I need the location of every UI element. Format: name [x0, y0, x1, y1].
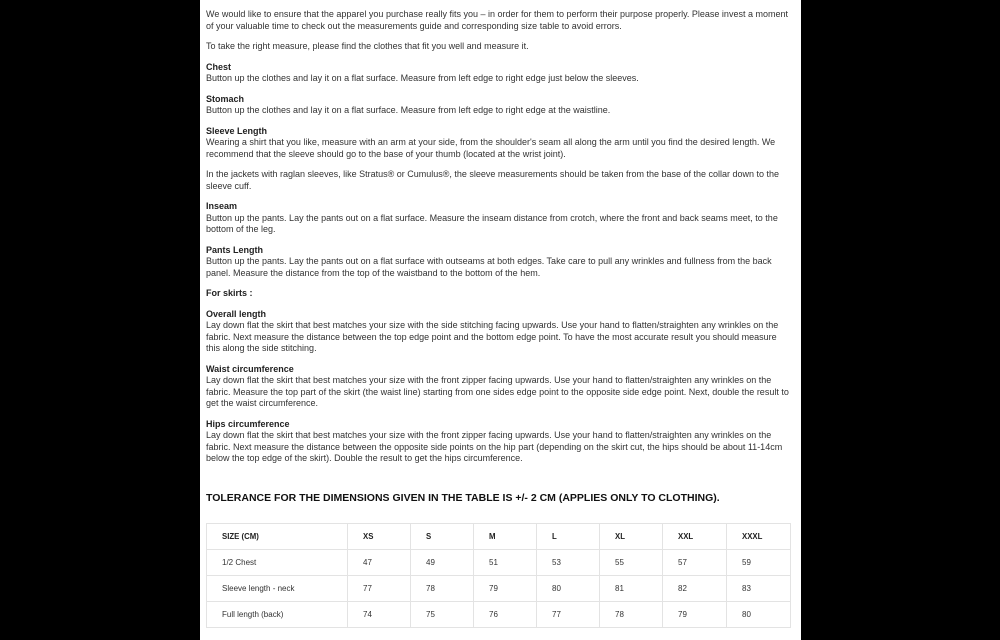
section-body-sleeve-length-raglan: In the jackets with raglan sleeves, like Stratus® or Cumulus®, the sleeve measurements should be taken from the base of the collar down to the sleeve cuff.	[206, 169, 780, 191]
section-heading-stomach: Stomach	[206, 93, 245, 104]
table-header-m: M	[474, 523, 537, 549]
section-chest	[206, 62, 790, 85]
table-cell: 78	[411, 575, 474, 601]
section-heading-waist-circumference: Waist circumference	[206, 363, 294, 374]
section-heading-for-skirts: For skirts :	[206, 288, 253, 298]
table-row-label: 1/2 Chest	[207, 549, 348, 575]
section-overall-length	[206, 309, 790, 355]
section-heading-hips-circumference: Hips circumference	[206, 418, 290, 429]
table-header-s: S	[411, 523, 474, 549]
table-row-label: Sleeve length - neck	[207, 575, 348, 601]
table-cell: 81	[600, 575, 663, 601]
tolerance-heading: TOLERANCE FOR THE DIMENSIONS GIVEN IN THE TABLE IS +/- 2 CM (APPLIES ONLY TO CLOTHING).	[206, 491, 720, 504]
table-cell: 80	[537, 575, 600, 601]
table-row-sleeve-length-neck	[207, 575, 791, 601]
table-cell: 82	[663, 575, 727, 601]
table-header-xxxl: XXXL	[727, 523, 791, 549]
table-header-row	[207, 523, 791, 549]
table-cell: 75	[411, 601, 474, 627]
size-guide-page	[200, 0, 801, 640]
table-row-full-length-back	[207, 601, 791, 627]
section-body-waist-circumference: Lay down flat the skirt that best matches your size with the front zipper facing upwards. Use your hand to flatten/straighten any wrinkles on the fabric. Measure the top part of the skirt (the waist line) starting from one sides edge point to the opposite side edge point. Next, double the result to get the waist circumference.	[206, 375, 789, 408]
section-heading-chest: Chest	[206, 61, 232, 72]
table-cell: 77	[348, 575, 411, 601]
table-cell: 59	[727, 549, 791, 575]
section-for-skirts	[206, 288, 790, 300]
table-header-xxl: XXL	[663, 523, 727, 549]
size-table	[206, 523, 791, 628]
section-body-pants-length: Button up the pants. Lay the pants out on a flat surface with outseams at both edges. Take care to pull any wrinkles and fullness from the back panel. Measure the distance from the top of the waistband to the bottom of the hem.	[206, 256, 772, 278]
table-header-xs: XS	[348, 523, 411, 549]
table-cell: 79	[663, 601, 727, 627]
section-heading-pants-length: Pants Length	[206, 244, 264, 255]
table-header-xl: XL	[600, 523, 663, 549]
table-header-size: SIZE (CM)	[207, 523, 348, 549]
table-cell: 79	[474, 575, 537, 601]
table-cell: 47	[348, 549, 411, 575]
section-sleeve-length	[206, 126, 790, 193]
section-body-sleeve-length: Wearing a shirt that you like, measure with an arm at your side, from the shoulder's seam all along the arm until you find the desired length. We recommend that the sleeve should go to the base of your thumb (located at the wrist joint).	[206, 137, 776, 159]
section-body-hips-circumference: Lay down flat the skirt that best matches your size with the front zipper facing upwards. Use your hand to flatten/straighten any wrinkles on the fabric. Next measure the distance between the opposite side points on the hip part (depending on the skirt cut, the hips should be about 11-14cm below the top edge of the skirt). Double the result to get the hips circumference.	[206, 430, 783, 463]
intro-paragraph-2: To take the right measure, please find the clothes that fit you well and measure it.	[206, 41, 529, 51]
section-body-inseam: Button up the pants. Lay the pants out on a flat surface. Measure the inseam distance from crotch, where the front and back seams meet, to the bottom of the leg.	[206, 212, 778, 234]
table-cell: 78	[600, 601, 663, 627]
section-body-overall-length: Lay down flat the skirt that best matches your size with the side stitching facing upwards. Use your hand to flatten/straighten any wrinkles on the fabric. Next measure the distance between the top edge point and the bottom edge point. To have the most accurate result you should measure this along the side stitching.	[206, 320, 779, 353]
section-body-chest: Button up the clothes and lay it on a flat surface. Measure from left edge to right edge just below the sleeves.	[206, 73, 639, 83]
section-heading-inseam: Inseam	[206, 201, 238, 211]
section-heading-overall-length: Overall length	[206, 308, 267, 319]
table-row-label: Full length (back)	[207, 601, 348, 627]
section-body-stomach: Button up the clothes and lay it on a flat surface. Measure from left edge to right edge at the waistline.	[206, 105, 611, 115]
section-stomach	[206, 94, 790, 117]
table-cell: 57	[663, 549, 727, 575]
table-cell: 53	[537, 549, 600, 575]
table-cell: 83	[727, 575, 791, 601]
section-inseam	[206, 201, 790, 236]
table-header-l: L	[537, 523, 600, 549]
table-cell: 51	[474, 549, 537, 575]
section-hips-circumference	[206, 419, 790, 465]
section-waist-circumference	[206, 364, 790, 410]
table-cell: 80	[727, 601, 791, 627]
table-cell: 55	[600, 549, 663, 575]
table-cell: 76	[474, 601, 537, 627]
table-cell: 49	[411, 549, 474, 575]
section-pants-length	[206, 245, 790, 280]
section-heading-sleeve-length: Sleeve Length	[206, 125, 268, 136]
table-cell: 77	[537, 601, 600, 627]
intro-paragraph: We would like to ensure that the apparel you purchase really fits you – in order for them to perform their purpose properly. Please invest a moment of your valuable time to check out the measurements guide and corresponding size table to avoid errors.	[206, 9, 788, 31]
table-cell: 74	[348, 601, 411, 627]
table-row-half-chest	[207, 549, 791, 575]
